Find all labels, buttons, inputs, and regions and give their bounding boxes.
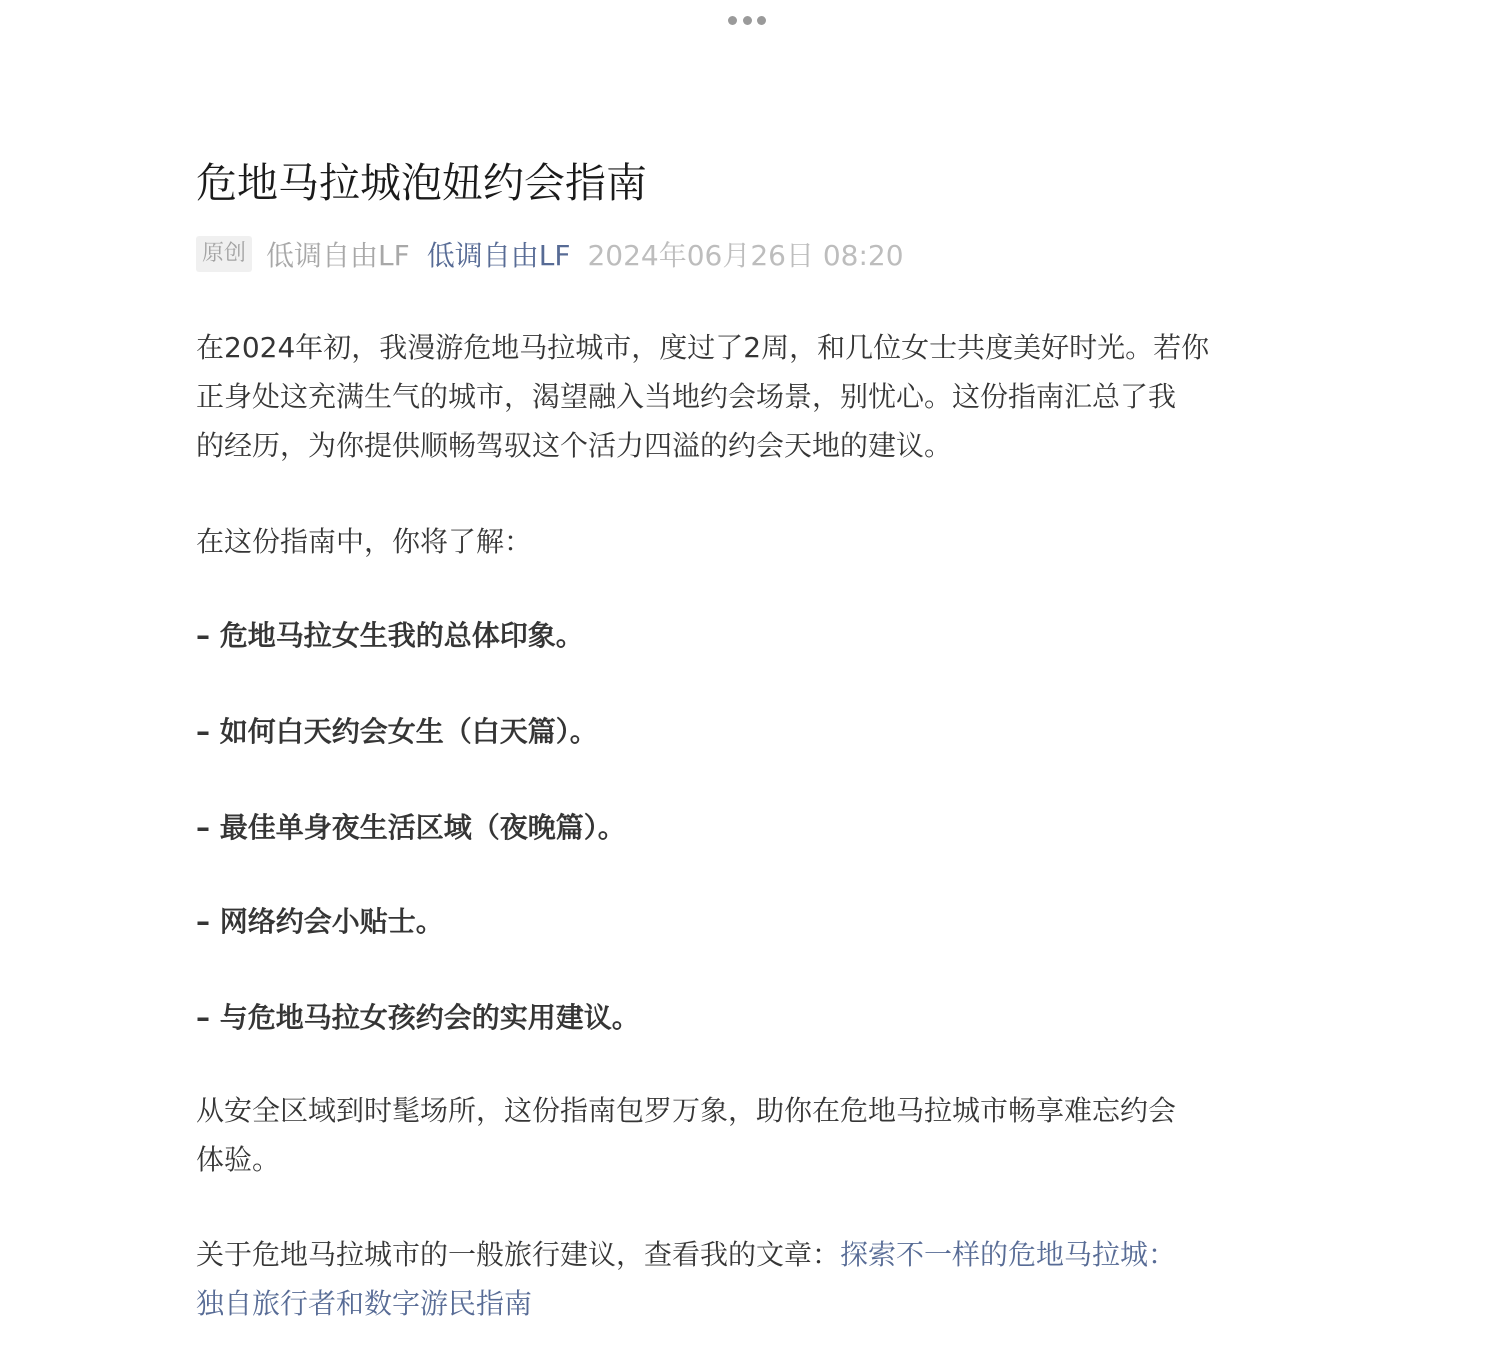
paragraph-line: 体验。 [196, 1143, 281, 1176]
original-badge: 原创 [196, 236, 252, 272]
bullet-item: – 最佳单身夜生活区域（夜晚篇）。 [196, 811, 626, 844]
article-title: 危地马拉城泡妞约会指南 [196, 159, 647, 207]
more-dot [728, 16, 737, 25]
bullet-item: – 危地马拉女生我的总体印象。 [196, 619, 584, 652]
more-options-icon[interactable] [728, 13, 766, 27]
article-meta [196, 234, 904, 274]
intro-paragraph [196, 323, 1209, 470]
summary-paragraph [196, 1086, 1176, 1184]
publish-date: 2024年06月26日 08:20 [587, 239, 904, 272]
bullet-item: – 网络约会小贴士。 [196, 905, 444, 938]
paragraph-line [196, 1230, 1176, 1279]
more-dot [743, 16, 752, 25]
paragraph-line: 的经历，为你提供顺畅驾驭这个活力四溢的约会天地的建议。 [196, 429, 953, 462]
related-paragraph [196, 1230, 1176, 1328]
bullet-item: – 与危地马拉女孩约会的实用建议。 [196, 1001, 640, 1034]
more-dot [757, 16, 766, 25]
author-name: 低调自由LF [266, 239, 410, 272]
paragraph-line: 在2024年初，我漫游危地马拉城市，度过了2周，和几位女士共度美好时光。若你 [196, 331, 1210, 364]
paragraph-line: 正身处这充满生气的城市，渴望融入当地约会场景，别忧心。这份指南汇总了我 [196, 380, 1177, 413]
lead-in-paragraph: 在这份指南中，你将了解： [196, 525, 533, 558]
related-article-link[interactable]: 独自旅行者和数字游民指南 [196, 1287, 533, 1320]
related-article-link[interactable]: 探索不一样的危地马拉城： [840, 1238, 1177, 1271]
paragraph-line: 从安全区域到时髦场所，这份指南包罗万象，助你在危地马拉城市畅享难忘约会 [196, 1094, 1177, 1127]
bullet-item: – 如何白天约会女生（白天篇）。 [196, 715, 598, 748]
related-prefix: 关于危地马拉城市的一般旅行建议，查看我的文章： [196, 1238, 841, 1271]
account-link[interactable]: 低调自由LF [426, 239, 571, 272]
